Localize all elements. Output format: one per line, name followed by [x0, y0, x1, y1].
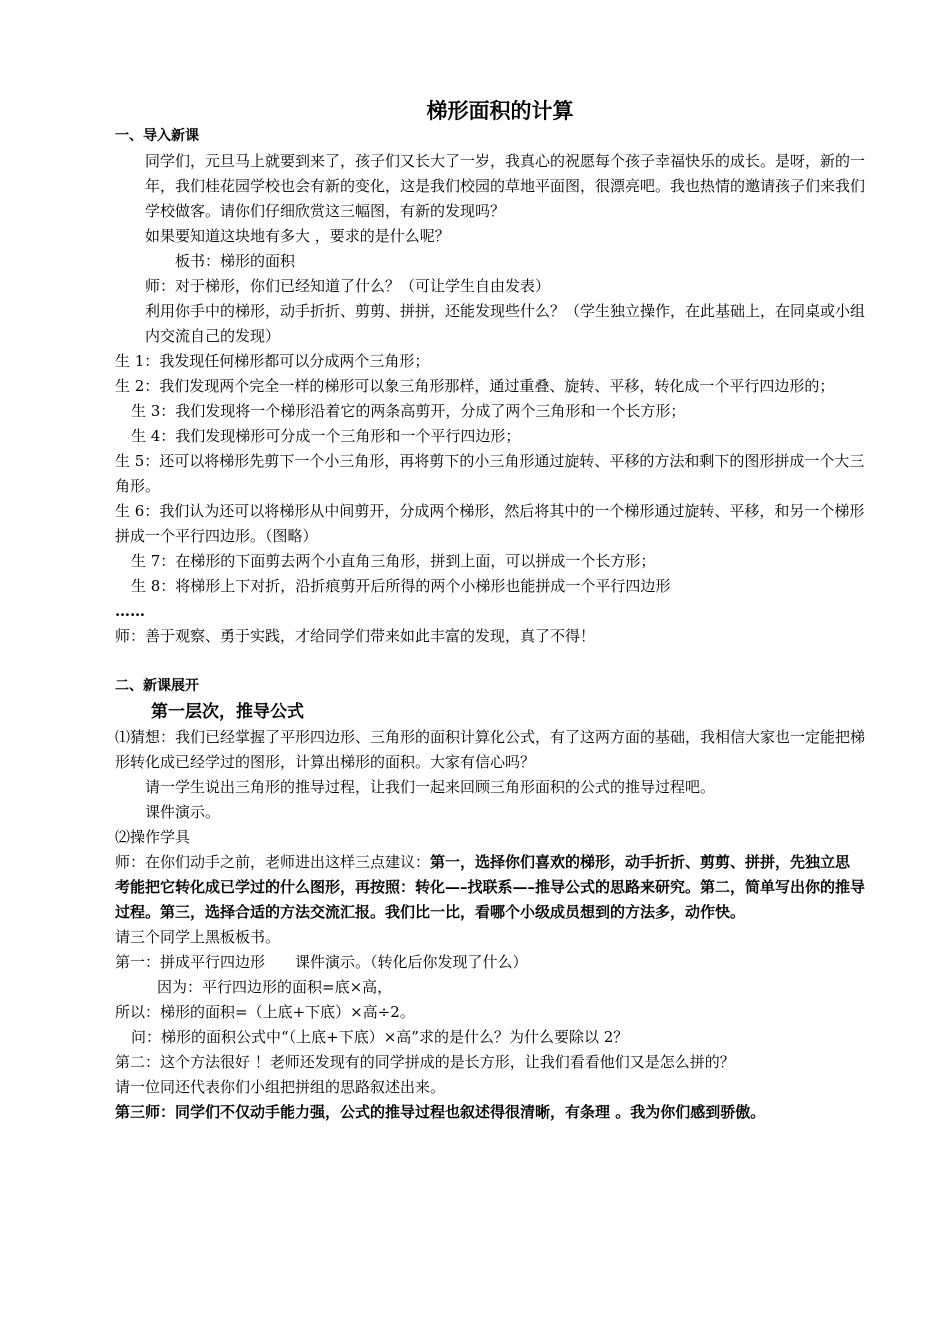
student-answer: 生 6：我们认为还可以将梯形从中间剪开，分成两个梯形，然后将其中的一个梯形通过旋转、平移，和另一个梯形拼成一个平行四边形。（图略） — [115, 502, 865, 545]
board-note: 板书：梯形的面积 — [175, 252, 296, 270]
formula-line: 因为：平行四边形的面积=底×高， — [157, 978, 393, 996]
section-heading-intro: 一、导入新课 — [115, 128, 199, 144]
student-answer: 生 4：我们发现梯形可分成一个三角形和一个平行四边形； — [131, 427, 521, 445]
teacher-praise-lead: 第三师： — [115, 1103, 176, 1121]
student-answer: 生 5：还可以将梯形先剪下一个小三角形，再将剪下的小三角形通过旋转、平移的方法和剩下的图形拼成一个大三角形。 — [115, 452, 865, 495]
ellipsis: …… — [115, 602, 145, 620]
student-answer: 生 2：我们发现两个完全一样的梯形可以象三角形那样，通过重叠、旋转、平移，转化成一个平行四边形的； — [115, 377, 835, 395]
section-heading-new-lesson: 二、新课展开 — [115, 678, 199, 694]
paragraph: 如果要知道这块地有多大 ，要求的是什么呢？ — [145, 227, 450, 245]
spacer — [115, 649, 865, 674]
teacher-suggestion-bold: 第一，选择你们喜欢的梯形，动手折折、剪剪、拼拼，先独立思考能把它转化成已学过的什么图形，再按照：转化—–找联系—–推导公式的思路来研究。第二，简单写出你的推导过程。第三，选择合适的方法交流汇报。我们比一比，看哪个小级成员想到的方法多，动作快。 — [115, 853, 866, 921]
paragraph: 课件演示。 — [145, 803, 221, 821]
document-body — [115, 124, 865, 1125]
paragraph: 利用你手中的梯形，动手折折、剪剪、拼拼，还能发现些什么？（学生独立操作，在此基础上，在同桌或小组内交流自己的发现） — [145, 302, 866, 345]
subsection-heading: 第一层次，推导公式 — [151, 702, 304, 722]
paragraph: 请三个同学上黑板板书。 — [115, 928, 281, 946]
teacher-praise-bold: 同学们不仅动手能力强，公式的推导过程也叙述得很清晰，有条理 。我为你们感到骄傲。 — [175, 1103, 766, 1121]
teacher-remark: 师：善于观察、勇于实践，才给同学们带来如此丰富的发现，真了不得！ — [115, 627, 596, 645]
paragraph: 师：对于梯形，你们已经知道了什么？（可让学生自由发表） — [145, 277, 551, 295]
paragraph: ⑴猜想：我们已经掌握了平形四边形、三角形的面积计算化公式，有了这两方面的基础，我相信大家也一定能把梯形转化成已经学过的图形，计算出梯形的面积。大家有信心吗？ — [115, 728, 866, 771]
student-answer: 生 8：将梯形上下对折，沿折痕剪开后所得的两个小梯形也能拼成一个平行四边形 — [131, 577, 671, 595]
question-line: 问：梯形的面积公式中“（上底+下底）×高”求的是什么？为什么要除以 2？ — [131, 1028, 629, 1046]
teacher-praise — [115, 1100, 865, 1125]
paragraph: 第二：这个方法很好 ！老师还发现有的同学拼成的是长方形，让我们看看他们又是怎么拼的？ — [115, 1053, 735, 1071]
student-answer: 生 3：我们发现将一个梯形沿着它的两条高剪开，分成了两个三角形和一个长方形； — [131, 402, 686, 420]
paragraph: 第一：拼成平行四边形 课件演示。（转化后你发现了什么） — [115, 953, 528, 971]
student-answer: 生 7：在梯形的下面剪去两个小直角三角形，拼到上面，可以拼成一个长方形； — [131, 552, 656, 570]
paragraph: 同学们，元旦马上就要到来了，孩子们又长大了一岁，我真心的祝愿每个孩子幸福快乐的成长。是呀，新的一年，我们桂花园学校也会有新的变化，这是我们校园的草地平面图，很漂亮吧。我也热情的邀请孩子们来我们学校做客。请你们仔细欣赏这三幅图，有新的发现吗？ — [145, 152, 866, 220]
paragraph: ⑵操作学具 — [115, 828, 191, 846]
document-title: 梯形面积的计算 — [426, 99, 574, 123]
paragraph: 请一位同还代表你们小组把拼组的思路叙述出来。 — [115, 1078, 446, 1096]
teacher-suggestion — [115, 850, 865, 925]
formula-line: 所以：梯形的面积=（上底+下底）×高÷2。 — [115, 1003, 415, 1021]
paragraph: 请一学生说出三角形的推导过程，让我们一起来回顾三角形面积的公式的推导过程吧。 — [145, 778, 716, 796]
student-answer: 生 1：我发现任何梯形都可以分成两个三角形； — [115, 352, 430, 370]
teacher-suggestion-lead: 师：在你们动手之前，老师进出这样三点建议： — [115, 853, 431, 871]
